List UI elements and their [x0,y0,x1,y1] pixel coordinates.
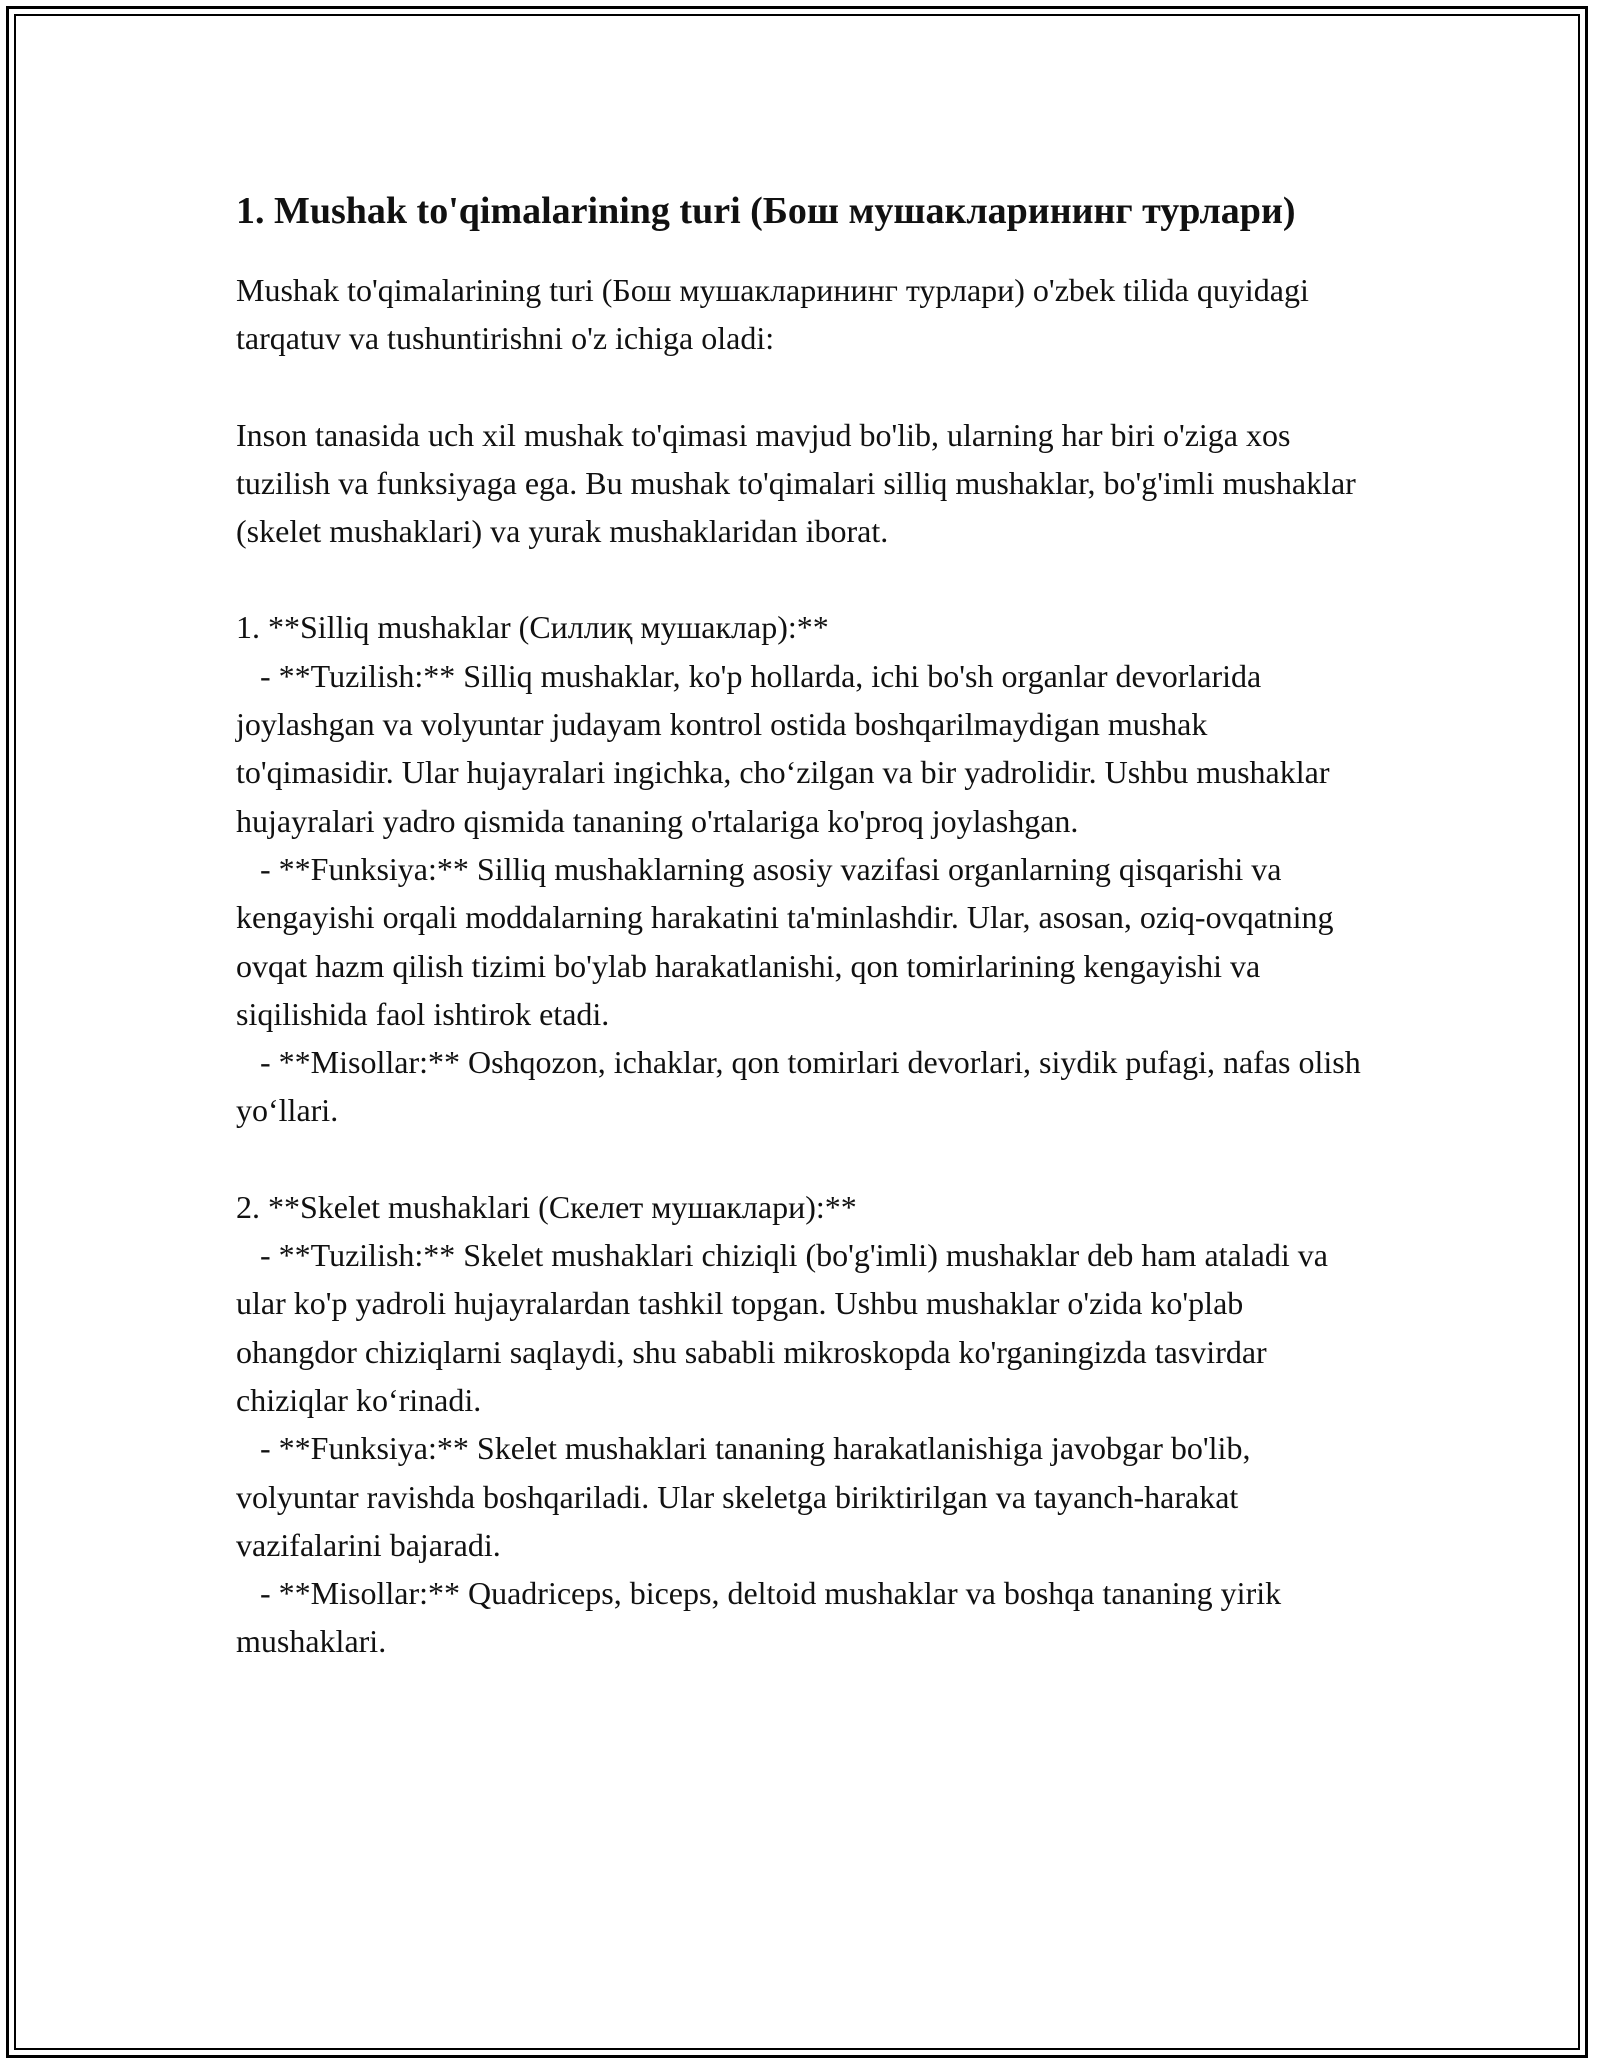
document-heading: 1. Mushak to'qimalarining turi (Бош мушакларининг турлари) [236,190,1296,232]
document-body [236,183,1366,1666]
section-title: 1. **Silliq mushaklar (Силлиқ мушаклар):** [236,609,829,646]
intro-paragraph: Mushak to'qimalarining turi (Бош мушакларининг турлари) o'zbek tilida quyidagi tarqatuv va tushuntirishni o'z ichiga oladi: [236,272,1309,357]
section-silliq [236,603,1366,1134]
overview-paragraph: Inson tanasida uch xil mushak to'qimasi mavjud bo'lib, ularning har biri o'ziga xos tuzilish va funksiyaga ega. Bu mushak to'qimalari silliq mushaklar, bo'g'imli mushaklar (skelet mushaklari) va yurak mushaklaridan iborat. [236,416,1356,550]
section-title: 2. **Skelet mushaklari (Скелет мушаклари):** [236,1188,857,1225]
section-structure: - **Tuzilish:** Skelet mushaklari chiziqli (bo'g'imli) mushaklar deb ham ataladi va ular ko'p yadroli hujayralardan tashkil topgan. Ushbu mushaklar o'zida ko'plab ohangdor chiziqlarni saqlaydi, shu sababli mikroskopda ko'rganingizda tasvirdar chiziqlar ko‘rinadi. [236,1237,1328,1418]
section-structure: - **Tuzilish:** Silliq mushaklar, ko'p hollarda, ichi bo'sh organlar devorlarida joylashgan va volyuntar judayam kontrol ostida boshqarilmaydigan mushak to'qimasidir. Ular hujayralari ingichka, cho‘zilgan va bir yadrolidir. Ushbu mushaklar hujayralari yadro qismida tananing o'rtalariga ko'proq joylashgan. [236,657,1330,839]
section-skelet [236,1183,1366,1666]
section-function: - **Funksiya:** Silliq mushaklarning asosiy vazifasi organlarning qisqarishi va kengayishi orqali moddalarning harakatini ta'minlashdir. Ular, asosan, oziq-ovqatning ovqat hazm qilish tizimi bo'ylab harakatlanishi, qon tomirlarining kengayishi va siqilishida faol ishtirok etadi. [236,850,1334,1032]
section-examples: - **Misollar:** Oshqozon, ichaklar, qon tomirlari devorlari, siydik pufagi, nafas olish yo‘llari. [236,1044,1361,1129]
section-function: - **Funksiya:** Skelet mushaklari tananing harakatlanishiga javobgar bo'lib, volyuntar ravishda boshqariladi. Ular skeletga biriktirilgan va tayanch-harakat vazifalarini bajaradi. [236,1430,1251,1563]
section-examples: - **Misollar:** Quadriceps, biceps, deltoid mushaklar va boshqa tananing yirik mushaklari. [236,1575,1282,1660]
